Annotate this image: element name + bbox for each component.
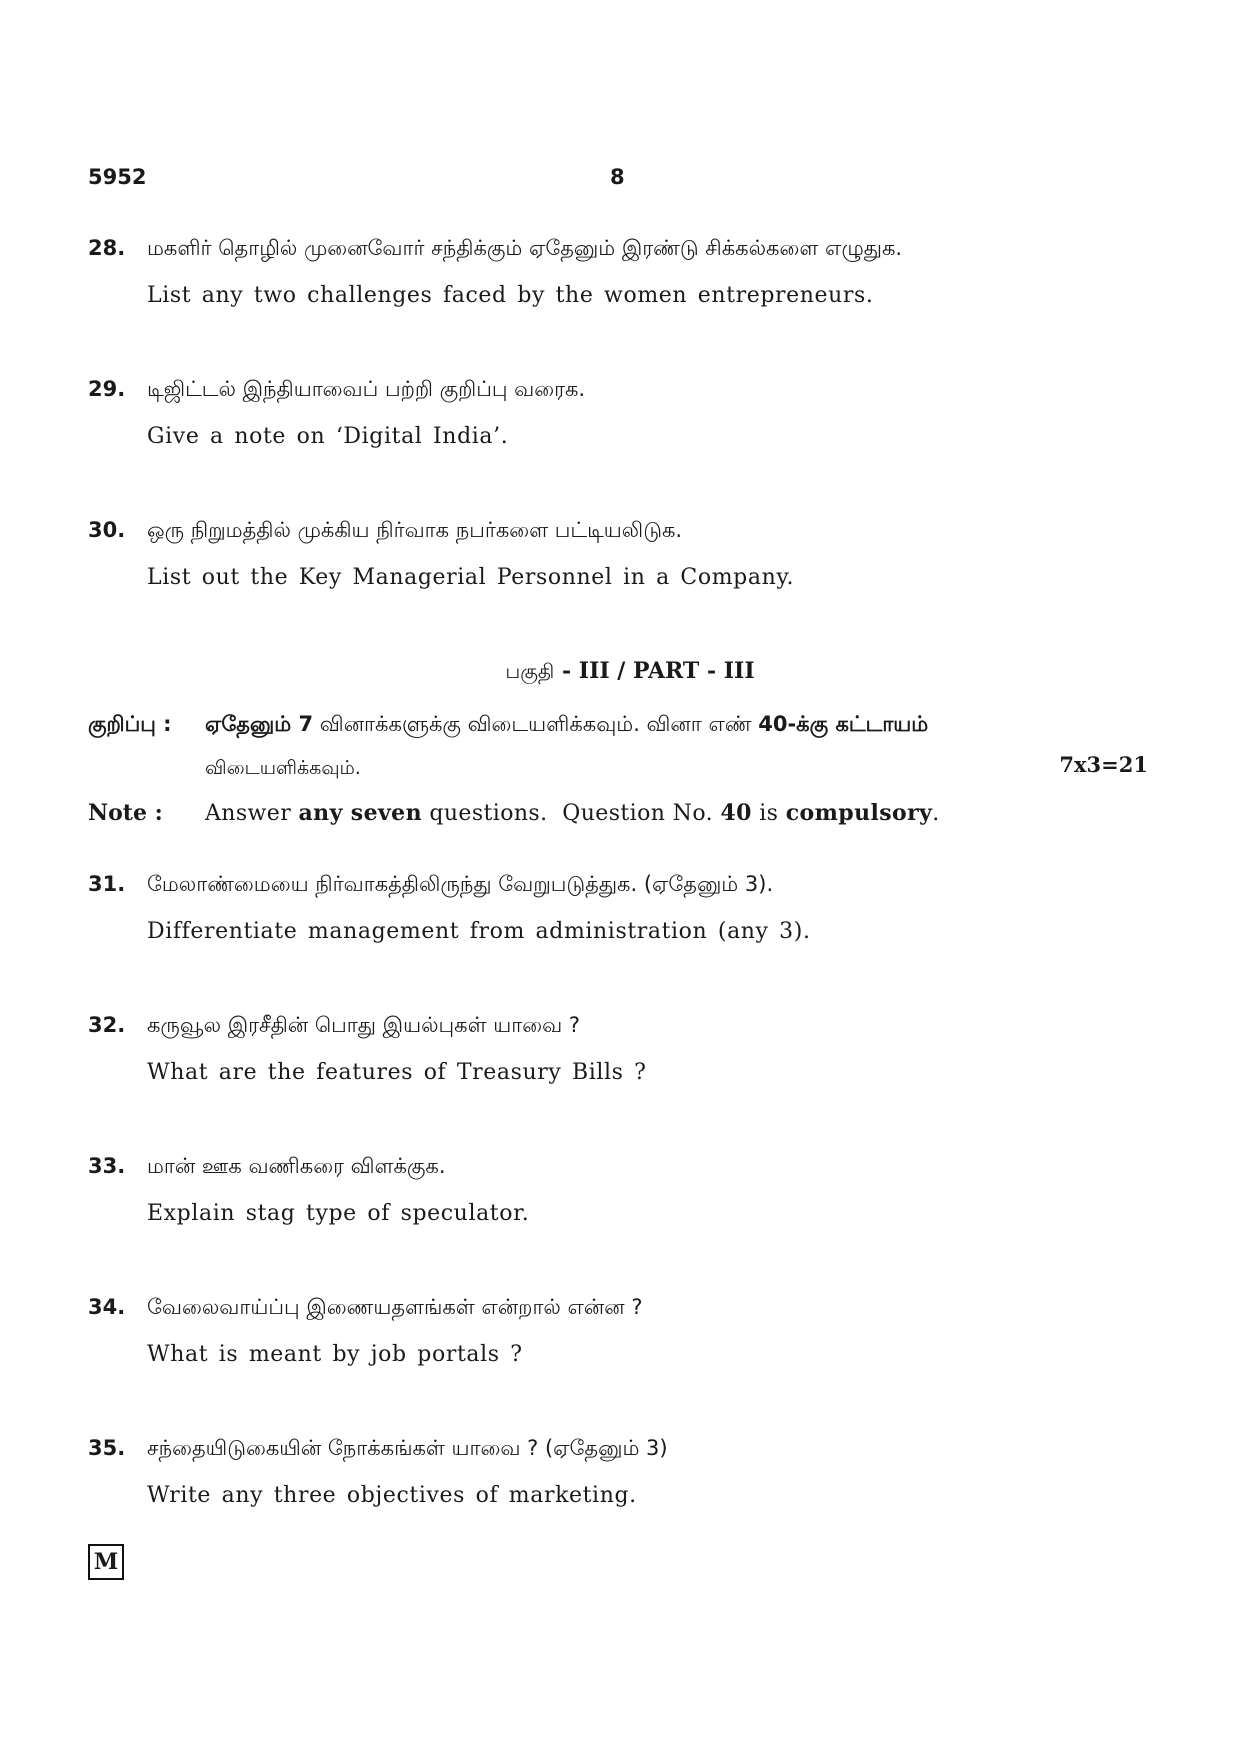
note-english-part: Answer	[205, 801, 299, 826]
question-number: 32.	[88, 1013, 126, 1037]
question-number: 33.	[88, 1154, 126, 1178]
part-heading	[0, 658, 1240, 686]
note-label-english: Note :	[88, 800, 163, 826]
question-text-tamil: ஒரு நிறுமத்தில் முக்கிய நிர்வாக நபர்களை பட்டியலிடுக.	[147, 518, 683, 542]
note-english-part: is	[751, 801, 786, 826]
note-english-part: questions. Question No.	[421, 801, 721, 826]
paper-code: 5952	[88, 165, 147, 189]
question-text-english: Write any three objectives of marketing.	[147, 1483, 637, 1508]
note-english-bold: any seven	[298, 800, 422, 826]
question-text-tamil: வேலைவாய்ப்பு இணையதளங்கள் என்றால் என்ன ?	[147, 1295, 643, 1319]
note-english-bold: 40	[720, 800, 752, 826]
question-number: 28.	[88, 236, 126, 260]
note-tamil-line1	[205, 712, 928, 739]
note-tamil-line2: விடையளிக்கவும்.	[205, 757, 361, 779]
question-text-tamil: மான் ஊக வணிகரை விளக்குக.	[147, 1154, 446, 1178]
marks-allocation: 7x3=21	[1059, 752, 1148, 777]
question-text-english: Differentiate management from administration (any 3).	[147, 919, 811, 944]
question-text-english: What are the features of Treasury Bills ?	[147, 1060, 647, 1085]
note-tamil-mid: வினாக்களுக்கு விடையளிக்கவும். வினா எண்	[313, 712, 759, 736]
note-tamil-q40: 40-க்கு கட்டாயம்	[758, 712, 929, 736]
note-english-bold: compulsory	[785, 800, 933, 826]
part-heading-english: - III / PART - III	[554, 658, 755, 684]
part-heading-tamil: பகுதி	[505, 659, 555, 683]
question-number: 31.	[88, 872, 126, 896]
page-number: 8	[610, 165, 625, 189]
question-text-english: List out the Key Managerial Personnel in a Company.	[147, 565, 795, 590]
question-number: 30.	[88, 518, 126, 542]
note-label-tamil: குறிப்பு :	[88, 712, 172, 736]
question-text-tamil: கருவூல இரசீதின் பொது இயல்புகள் யாவை ?	[147, 1013, 580, 1037]
question-number: 29.	[88, 377, 126, 401]
question-text-english: Explain stag type of speculator.	[147, 1201, 530, 1226]
question-text-english: Give a note on ‘Digital India’.	[147, 424, 509, 449]
question-text-tamil: மகளிர் தொழில் முனைவோர் சந்திக்கும் ஏதேனும் இரண்டு சிக்கல்களை எழுதுக.	[147, 236, 903, 260]
question-text-tamil: மேலாண்மையை நிர்வாகத்திலிருந்து வேறுபடுத்துக. (ஏதேனும் 3).	[147, 872, 774, 896]
question-number: 34.	[88, 1295, 126, 1319]
question-text-english: List any two challenges faced by the women entrepreneurs.	[147, 283, 874, 308]
note-tamil-any: ஏதேனும் 7	[205, 712, 314, 736]
question-number: 35.	[88, 1436, 126, 1460]
note-english-text	[205, 800, 940, 826]
question-text-tamil: சந்தையிடுகையின் நோக்கங்கள் யாவை ? (ஏதேனும் 3)	[147, 1436, 668, 1460]
note-english-part: .	[932, 801, 940, 826]
medium-mark-box: M	[88, 1544, 124, 1580]
question-text-english: What is meant by job portals ?	[147, 1342, 523, 1367]
question-text-tamil: டிஜிட்டல் இந்தியாவைப் பற்றி குறிப்பு வரைக.	[147, 377, 586, 401]
